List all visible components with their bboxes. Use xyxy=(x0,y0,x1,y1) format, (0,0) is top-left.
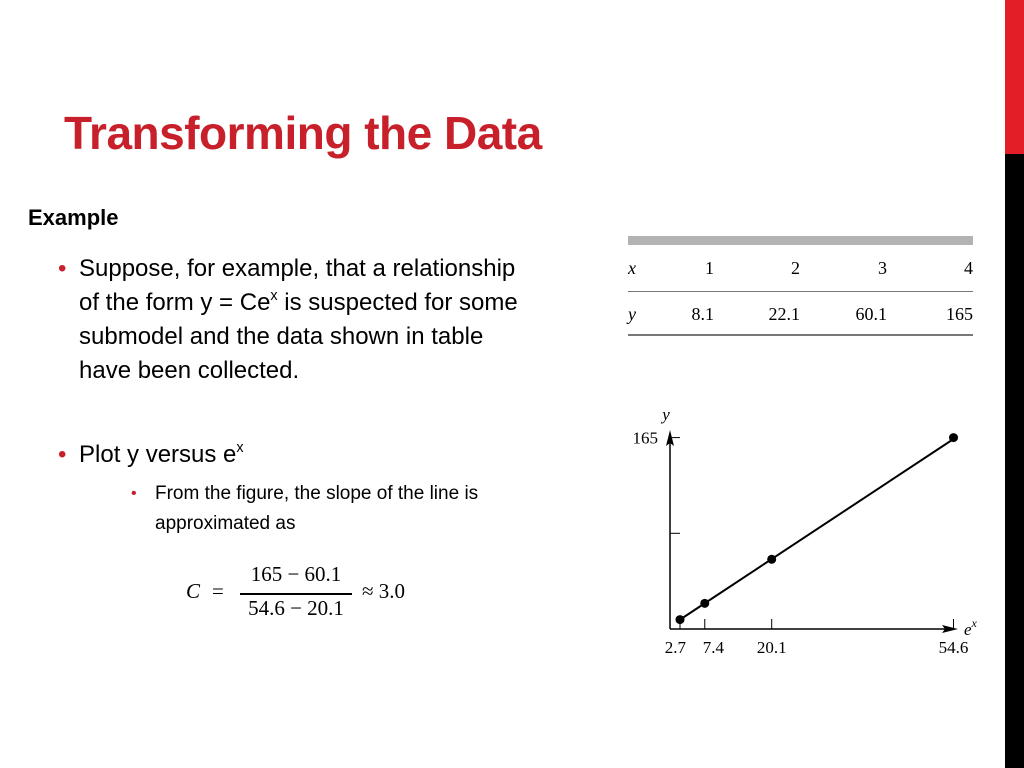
bullet-text xyxy=(79,438,244,472)
scatter-chart xyxy=(620,400,990,670)
superscript: x xyxy=(236,439,244,456)
x-tick-label: 54.6 xyxy=(938,638,969,657)
bullet-line-part: is suspected for some xyxy=(277,289,518,316)
table-y-cell: 165 xyxy=(946,304,973,324)
bullet-glyph: • xyxy=(131,485,137,502)
superscript: x xyxy=(270,287,278,304)
fit-line xyxy=(680,439,954,620)
table-y-cell: 22.1 xyxy=(768,304,800,324)
bullet-text xyxy=(79,252,518,388)
x-tick-label: 2.7 xyxy=(664,638,686,657)
x-tick-label: 20.1 xyxy=(756,638,787,657)
table-mid-rule xyxy=(628,291,973,292)
formula-approx: ≈ 3.0 xyxy=(362,579,406,603)
table-x-cell: 4 xyxy=(964,258,973,278)
data-point xyxy=(676,615,685,624)
slope-formula xyxy=(186,562,426,626)
table-y-label: y xyxy=(628,304,636,324)
data-point xyxy=(949,433,958,442)
accent-bar-dark xyxy=(1005,154,1024,768)
subbullet-line: approximated as xyxy=(155,513,296,534)
bullet-line: have been collected. xyxy=(79,357,300,384)
bullet-line: Suppose, for example, that a relationship xyxy=(79,255,516,282)
table-y-cell: 8.1 xyxy=(691,304,714,324)
table-x-label: x xyxy=(628,258,636,278)
bullet-glyph: • xyxy=(58,255,67,282)
bullet-line-part: of the form y = Ce xyxy=(79,289,271,316)
x-axis-label-superscript: x xyxy=(971,616,977,630)
formula-lhs: C xyxy=(186,579,201,603)
table-x-cell: 1 xyxy=(705,258,714,278)
accent-bar-red xyxy=(1005,0,1024,154)
section-heading: Example xyxy=(28,205,119,230)
table-x-cell: 2 xyxy=(791,258,800,278)
table-top-rule xyxy=(628,236,973,245)
table-x-cell: 3 xyxy=(878,258,887,278)
slide-title: Transforming the Data xyxy=(64,107,542,159)
table-bottom-rule xyxy=(628,334,973,336)
formula-denominator: 54.6 − 20.1 xyxy=(248,596,344,620)
bullet-line-part: Plot y versus e xyxy=(79,441,237,468)
formula-numerator: 165 − 60.1 xyxy=(250,562,342,586)
bullet-glyph: • xyxy=(58,441,67,468)
table-y-cell: 60.1 xyxy=(855,304,887,324)
formula-equals: = xyxy=(212,579,224,603)
fraction-bar xyxy=(240,593,352,595)
subbullet-line: From the figure, the slope of the line is xyxy=(155,483,479,504)
y-axis-label: y xyxy=(662,405,670,424)
bullet-line xyxy=(79,286,518,320)
x-axis-label: $e^x$ xyxy=(964,616,977,639)
subbullet-text xyxy=(155,479,605,539)
bullet-line: submodel and the data shown in table xyxy=(79,323,484,350)
data-point xyxy=(700,599,709,608)
y-tick-label: 165 xyxy=(632,428,658,448)
data-point xyxy=(767,555,776,564)
x-tick-label: 7.4 xyxy=(702,638,725,657)
